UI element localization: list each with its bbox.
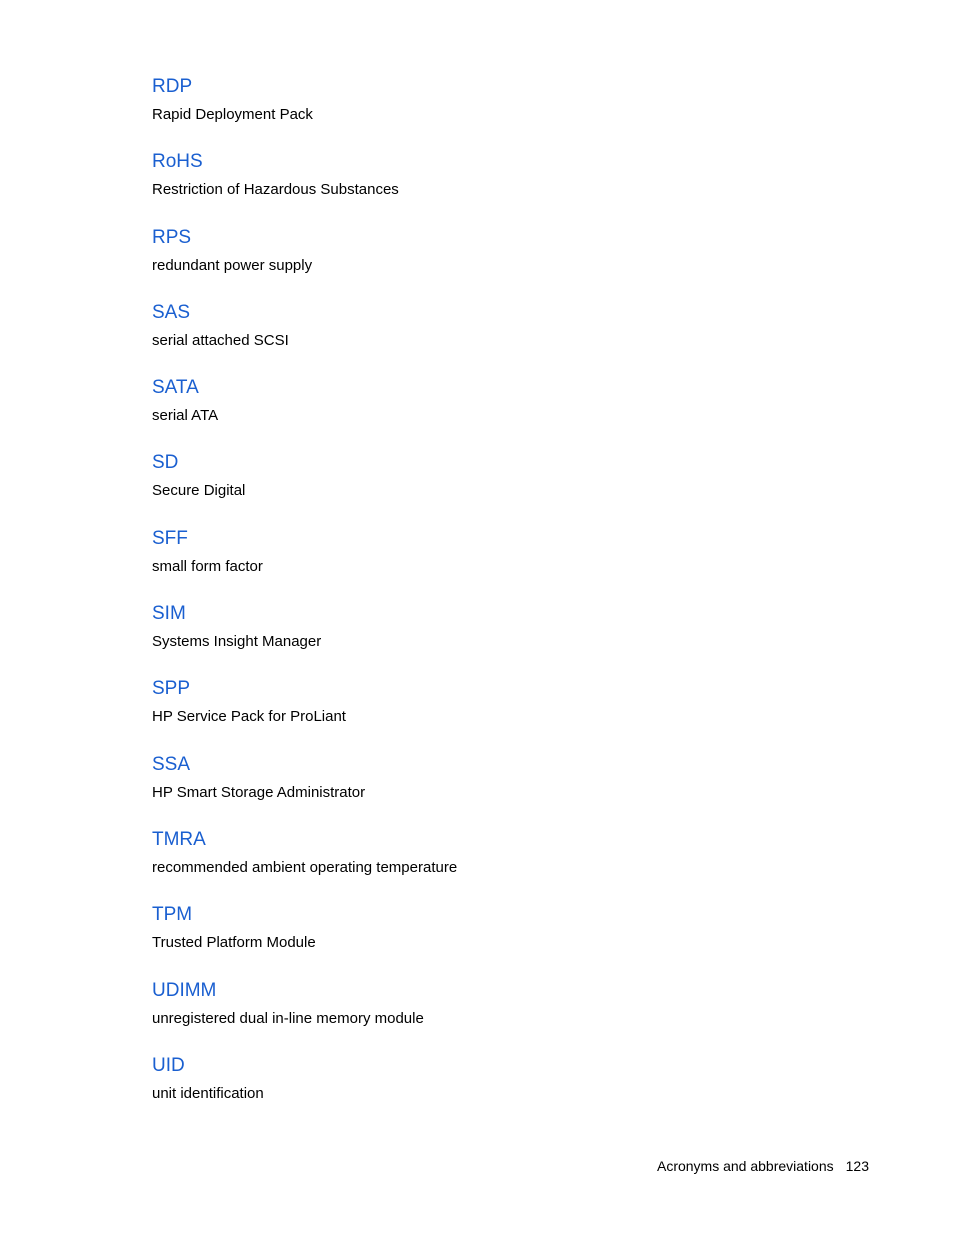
- acronym-term: UID: [152, 1054, 185, 1076]
- acronym-definition: redundant power supply: [152, 256, 313, 274]
- acronym-term: RDP: [152, 76, 193, 97]
- acronym-term: SSA: [152, 753, 191, 775]
- acronym-definition: HP Smart Storage Administrator: [152, 783, 366, 801]
- acronym-entry: [152, 526, 852, 601]
- acronym-term: SD: [152, 452, 179, 474]
- acronym-term: TPM: [152, 904, 193, 926]
- acronym-entry: [152, 601, 852, 676]
- acronym-term: SATA: [152, 377, 199, 399]
- acronym-term: SPP: [152, 678, 191, 700]
- acronym-entry: [152, 752, 852, 827]
- acronym-entry: [152, 375, 852, 450]
- acronym-definition: Rapid Deployment Pack: [152, 106, 313, 123]
- acronym-definition: serial ATA: [152, 407, 219, 425]
- acronym-entry: [152, 225, 852, 300]
- acronym-definition: unregistered dual in-line memory module: [152, 1009, 424, 1027]
- acronym-definition: Restriction of Hazardous Substances: [152, 181, 399, 199]
- acronym-term: SAS: [152, 301, 191, 323]
- acronym-entry: [152, 902, 852, 977]
- acronym-entry: [152, 676, 852, 751]
- acronym-entry: [152, 300, 852, 375]
- acronym-definition: unit identification: [152, 1084, 264, 1102]
- acronym-term: UDIMM: [152, 979, 217, 1001]
- acronym-entry: [152, 450, 852, 525]
- acronym-entry: [152, 827, 852, 902]
- page-footer: [657, 1158, 869, 1174]
- acronym-term: RPS: [152, 226, 192, 248]
- acronym-list: [152, 74, 852, 1128]
- acronym-definition: recommended ambient operating temperature: [152, 858, 458, 876]
- acronym-entry: [152, 149, 852, 224]
- acronym-definition: HP Service Pack for ProLiant: [152, 708, 346, 726]
- acronym-term: SIM: [152, 603, 186, 625]
- acronym-term: RoHS: [152, 151, 203, 173]
- acronym-term: SFF: [152, 527, 188, 549]
- acronym-definition: Systems Insight Manager: [152, 633, 322, 651]
- acronym-definition: Secure Digital: [152, 482, 246, 500]
- acronym-definition: Trusted Platform Module: [152, 934, 316, 952]
- page-number: 123: [845, 1158, 869, 1174]
- acronym-entry: [152, 74, 852, 149]
- acronym-definition: serial attached SCSI: [152, 331, 289, 349]
- acronym-entry: [152, 978, 852, 1053]
- acronym-term: TMRA: [152, 828, 206, 850]
- footer-section-title: Acronyms and abbreviations: [656, 1158, 834, 1174]
- acronym-definition: small form factor: [152, 557, 263, 575]
- acronym-entry: [152, 1053, 852, 1128]
